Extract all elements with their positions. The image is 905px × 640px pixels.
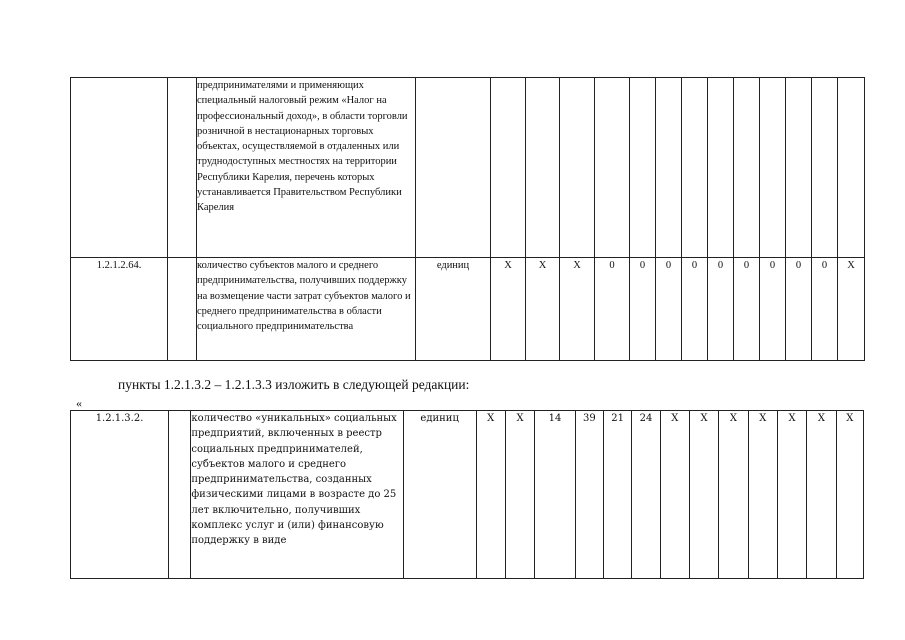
value-cell: 0: [760, 258, 786, 361]
value-cell: [630, 78, 656, 258]
value-cell: [786, 78, 812, 258]
value-cell: [491, 78, 526, 258]
row-code: [71, 78, 168, 258]
value-cell: [708, 78, 734, 258]
value-cell: Х: [807, 411, 836, 579]
value-cell: [682, 78, 708, 258]
blank-cell: [169, 411, 191, 579]
amendment-paragraph: пункты 1.2.1.3.2 – 1.2.1.3.3 изложить в следующей редакции:: [118, 377, 470, 392]
value-cell: [838, 78, 865, 258]
table-row: [71, 258, 865, 361]
blank-cell: [168, 78, 197, 258]
value-cell: Х: [719, 411, 748, 579]
value-cell: Х: [505, 411, 534, 579]
value-cell: 14: [535, 411, 575, 579]
blank-cell: [168, 258, 197, 361]
value-cell: Х: [491, 258, 526, 361]
value-cell: Х: [689, 411, 718, 579]
value-cell: Х: [560, 258, 595, 361]
value-cell: 0: [708, 258, 734, 361]
value-cell: Х: [748, 411, 777, 579]
row-unit: [416, 78, 491, 258]
value-cell: Х: [660, 411, 689, 579]
value-cell: [812, 78, 838, 258]
value-cell: 0: [682, 258, 708, 361]
row-unit: единиц: [416, 258, 491, 361]
value-cell: [656, 78, 682, 258]
value-cell: 24: [632, 411, 660, 579]
value-cell: 21: [604, 411, 632, 579]
value-cell: [760, 78, 786, 258]
value-cell: [595, 78, 630, 258]
value-cell: [560, 78, 595, 258]
row-code: 1.2.1.3.2.: [71, 411, 169, 579]
value-cell: [734, 78, 760, 258]
row-unit: единиц: [403, 411, 476, 579]
value-cell: 39: [575, 411, 603, 579]
value-cell: Х: [777, 411, 806, 579]
row-description: количество «уникальных» социальных предприятий, включенных в реестр социальных предпринимателей, субъектов малого и среднего предпринимательства, созданных физическими лицами в возрасте до 25 лет включительно, получивших комплекс услуг и (или) финансовую поддержку в виде: [191, 411, 403, 579]
value-cell: 0: [595, 258, 630, 361]
row-code: 1.2.1.2.64.: [71, 258, 168, 361]
value-cell: 0: [734, 258, 760, 361]
table-row: [71, 78, 865, 258]
value-cell: 0: [630, 258, 656, 361]
row-description: предпринимателями и применяющих специальный налоговый режим «Налог на профессиональный доход», в области торговли розничной в нестационарных торговых объектах, осуществляемой в отдаленных или труднодоступных местностях на территории Республики Карелия, перечень которых устанавливается Правительством Республики Карелия: [197, 78, 416, 258]
value-cell: [526, 78, 560, 258]
value-cell: Х: [526, 258, 560, 361]
indicators-table-2: [70, 410, 864, 579]
opening-quote-mark: «: [76, 396, 82, 410]
indicators-table-1: [70, 77, 865, 361]
row-description: количество субъектов малого и среднего предпринимательства, получивших поддержку на возмещение части затрат субъектов малого и среднего предпринимательства в области социального предпринимательства: [197, 258, 416, 361]
value-cell: 0: [656, 258, 682, 361]
value-cell: 0: [786, 258, 812, 361]
table-row: [71, 411, 864, 579]
value-cell: 0: [812, 258, 838, 361]
value-cell: Х: [836, 411, 863, 579]
value-cell: Х: [838, 258, 865, 361]
value-cell: Х: [476, 411, 505, 579]
